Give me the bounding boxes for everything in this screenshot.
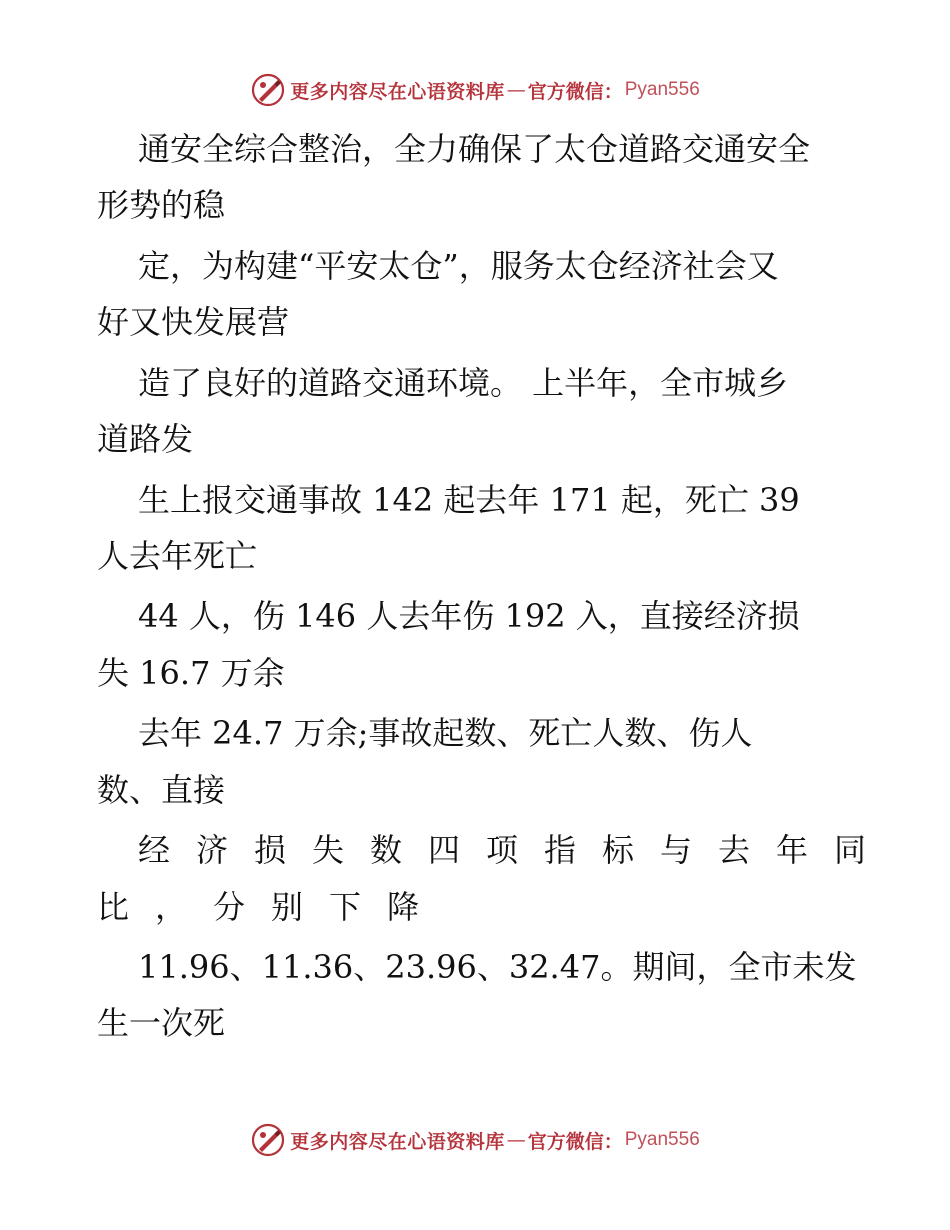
banner-title: 更多内容尽在心语资料库 [290,80,505,103]
banner-official-label: 官方微信： [527,80,623,103]
paragraph-line: 比，分别下降 [97,888,446,926]
banner-dash: — [506,1129,526,1151]
paragraph-line: 形势的稳 [97,186,226,224]
paragraph-line: 失 16.7 万余 [97,654,285,692]
paragraph-line: 人去年死亡 [97,537,258,575]
footer-banner [0,1120,950,1160]
banner-dash: — [506,79,526,101]
banner-title: 更多内容尽在心语资料库 [290,1130,505,1153]
paragraph-line: 11.96、11.36、23.96、32.47。期间，全市未发 [138,948,857,986]
paragraph-line: 经济损失数四项指标与去年同 [138,831,893,869]
paragraph-line: 定，为构建“平安太仓”，服务太仓经济社会又 [138,247,779,285]
banner-wechat-id: Pyan556 [624,79,700,100]
banner-wechat-id: Pyan556 [624,1129,700,1150]
paragraph-line: 通安全综合整治，全力确保了太仓道路交通安全 [138,130,811,168]
paragraph-line: 生一次死 [97,1004,226,1042]
paragraph-line: 生上报交通事故 142 起去年 171 起，死亡 39 [138,481,800,519]
paragraph-line: 数、直接 [97,771,226,809]
header-banner [0,70,950,110]
pen-nib-logo-icon [250,72,286,108]
paragraph-line: 好又快发展营 [97,303,290,341]
paragraph-line: 造了良好的道路交通环境。 上半年，全市城乡 [138,364,789,402]
paragraph-line: 44 人，伤 146 人去年伤 192 入，直接经济损 [138,597,800,635]
pen-nib-logo-icon [250,1122,286,1158]
paragraph-line: 道路发 [97,420,194,458]
banner-official-label: 官方微信： [527,1130,623,1153]
paragraph-line: 去年 24.7 万余;事故起数、死亡人数、伤人 [138,714,753,752]
